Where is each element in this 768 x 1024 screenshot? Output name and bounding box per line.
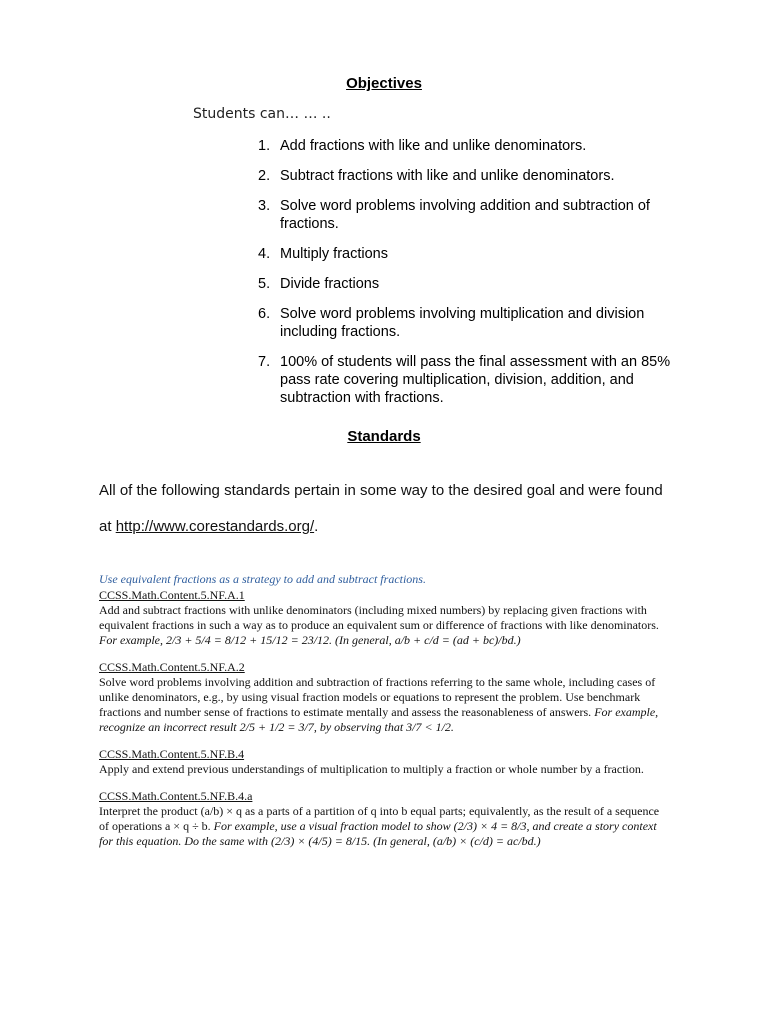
corestandards-link[interactable]: http://www.corestandards.org/ bbox=[115, 518, 315, 535]
objective-item: 3. Solve word problems involving addition and subtraction of fractions. bbox=[258, 198, 650, 232]
standard-example: For example, recognize an incorrect result 2/5 + 1/2 = 3/7, by observing that 3/7 < 1/2. bbox=[99, 705, 659, 734]
standard-entry bbox=[99, 789, 669, 849]
standard-text: Solve word problems involving addition and subtraction of fractions referring to the same whole, including cases of unlike denominators, e.g., by using visual fraction models or equations to represent the problem. Use benchmark fractions and number sense of fractions to estimate mentally and assess the reasonableness of answers. For example, recognize an incorrect result 2/5 + 1/2 = 3/7, by observing that 3/7 < 1/2. bbox=[99, 675, 659, 734]
cluster-heading: Use equivalent fractions as a strategy to add and subtract fractions. bbox=[99, 572, 426, 586]
standard-code: CCSS.Math.Content.5.NF.B.4.a bbox=[99, 789, 253, 803]
standard-example: For example, use a visual fraction model to show (2/3) × 4 = 8/3, and create a story context for this equation. Do the same with (2/3) × (4/5) = 8/15. (In general, (a/b) × (c/d) = ac/bd.) bbox=[99, 819, 657, 848]
objective-item: 6. Solve word problems involving multiplication and division including fractions. bbox=[258, 306, 645, 340]
standard-entry bbox=[99, 747, 669, 777]
objective-item: 7. 100% of students will pass the final assessment with an 85% pass rate covering multiplication, division, addition, and subtraction with fractions. bbox=[258, 354, 671, 406]
standard-text: Apply and extend previous understandings of multiplication to multiply a fraction or whole number by a fraction. bbox=[99, 762, 644, 776]
objective-item: 4. Multiply fractions bbox=[258, 246, 388, 262]
standards-intro-line: All of the following standards pertain in some way to the desired goal and were found bbox=[99, 482, 663, 499]
objectives-intro: Students can… … .. bbox=[193, 106, 331, 122]
objective-item: 1. Add fractions with like and unlike denominators. bbox=[258, 138, 587, 154]
standards-heading: Standards bbox=[347, 428, 421, 445]
standard-entry bbox=[99, 588, 669, 648]
standard-text: Add and subtract fractions with unlike denominators (including mixed numbers) by replacing given fractions with equivalent fractions in such a way as to produce an equivalent sum or difference of fractions with like denominators. For example, 2/3 + 5/4 = 8/12 + 15/12 = 23/12. (In general, a/b + c/d = (ad + bc)/bd.) bbox=[99, 603, 659, 647]
standards-list bbox=[99, 572, 669, 849]
standard-code: CCSS.Math.Content.5.NF.A.2 bbox=[99, 660, 245, 674]
objective-item: 2. Subtract fractions with like and unlike denominators. bbox=[258, 168, 615, 184]
standard-text: Interpret the product (a/b) × q as a parts of a partition of q into b equal parts; equivalently, as the result of a sequence of operations a × q ÷ b. For example, use a visual fraction model to show (2/3) × 4 = 8/3, and create a story context for this equation. Do the same with (2/3) × (4/5) = 8/15. (In general, (a/b) × (c/d) = ac/bd.) bbox=[99, 804, 660, 848]
objective-item: 5. Divide fractions bbox=[258, 276, 380, 292]
standard-entry bbox=[99, 660, 669, 735]
standard-code: CCSS.Math.Content.5.NF.B.4 bbox=[99, 747, 245, 761]
standard-example: For example, 2/3 + 5/4 = 8/12 + 15/12 = 23/12. (In general, a/b + c/d = (ad + bc)/bd.) bbox=[99, 633, 521, 647]
standards-source-line: at http://www.corestandards.org/. bbox=[99, 518, 319, 535]
objectives-list bbox=[258, 137, 678, 419]
standard-code: CCSS.Math.Content.5.NF.A.1 bbox=[99, 588, 245, 602]
objectives-heading: Objectives bbox=[346, 75, 422, 92]
